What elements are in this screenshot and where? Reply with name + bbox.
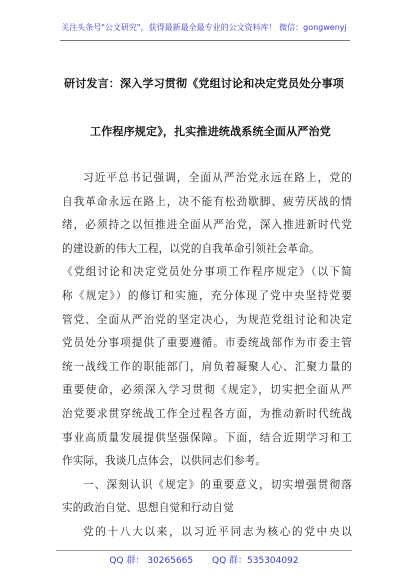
footer-qq-group-1[interactable]: QQ 群： 30265665 (109, 556, 194, 566)
body-line: 习近平总书记强调，全面从严治党永远在路上，党的 (83, 172, 352, 184)
document-title-line-2: 工作程序规定》，扎实推进统战系统全面从严治党 (90, 125, 331, 138)
footer-qq-group-2[interactable]: QQ 群：535304092 (212, 556, 299, 566)
body-line: 称《规定》）的修订和实施，充分体现了党中央坚持党要 (62, 289, 352, 302)
footer-divider (56, 550, 352, 551)
body-line: 统一战线工作的职能部门，肩负着凝聚人心、汇聚力量的 (62, 360, 352, 373)
body-line: 的建设新的伟大工程，以党的自我革命引领社会革命。 (62, 242, 320, 255)
body-line: 作实际，我谈几点体会，以供同志们参考。 (62, 455, 267, 468)
document-title-line-1: 研讨发言：深入学习贯彻《党组讨论和决定党员处分事项 (64, 77, 344, 90)
body-line: 党的十八大以来，以习近平同志为核心的党中央以 (83, 525, 352, 538)
document-body (62, 167, 352, 545)
body-line: 自我革命永远在路上，决不能有松劲歇脚、疲劳厌战的情 (62, 195, 352, 208)
body-line: 管党、全面从严治党的坚定决心，为规范党组讨论和决定 (62, 313, 352, 326)
body-line: 《党组讨论和决定党员处分事项工作程序规定》（以下简 (62, 266, 352, 279)
section-heading-line: 实的政治自觉、思想自觉和行动自觉 (62, 502, 234, 515)
body-line: 事业高质量发展提供坚强保障。下面，结合近期学习和工 (62, 431, 352, 444)
footer (0, 553, 408, 566)
body-line: 治党要求贯穿统战工作全过程各方面，为推动新时代统战 (62, 407, 352, 420)
section-heading-line: 一、深刻认识《规定》的重要意义，切实增强贯彻落 (83, 478, 352, 491)
header-banner[interactable]: 关注头条号"公文研究"，获得最新最全最专业的公文资料库！ 微信：gongwenyj (61, 23, 347, 32)
body-line: 党员处分事项提供了重要遵循。市委统战部作为市委主管 (62, 337, 352, 350)
body-line: 绪，必须持之以恒推进全面从严治党，深入推进新时代党 (62, 219, 352, 232)
body-line: 重要使命，必须深入学习贯彻《规定》，切实把全面从严 (62, 384, 352, 397)
header-divider (60, 40, 350, 41)
